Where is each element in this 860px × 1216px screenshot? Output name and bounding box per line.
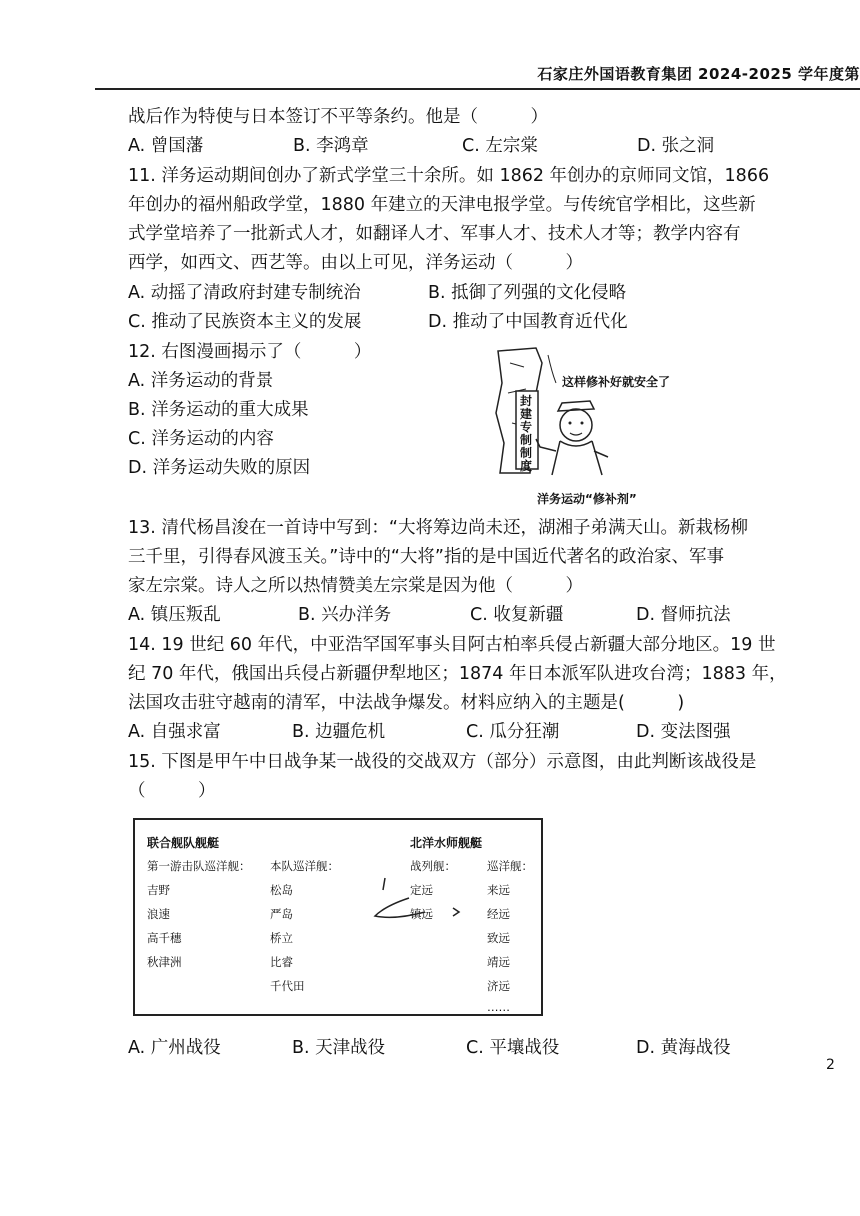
q11-option-d: D. 推动了中国教育近代化 bbox=[428, 312, 628, 332]
japan-ship: 严岛 bbox=[270, 907, 293, 921]
japan-ship: 高千穗 bbox=[147, 931, 182, 945]
q14-line-3: 法国攻击驻守越南的清军，中法战争爆发。材料应纳入的主题是( ) bbox=[128, 693, 685, 713]
japan-ship: 吉野 bbox=[147, 883, 170, 897]
q10-option-c: C. 左宗棠 bbox=[462, 136, 538, 156]
q12-option-a: A. 洋务运动的背景 bbox=[128, 371, 274, 391]
china-col1-title: 战列舰： bbox=[410, 859, 456, 873]
q15-line-1: 15. 下图是甲午中日战争某一战役的交战双方（部分）示意图，由此判断该战役是 bbox=[128, 752, 757, 772]
q15-option-d: D. 黄海战役 bbox=[636, 1038, 731, 1058]
japan-ship: 松岛 bbox=[270, 883, 293, 897]
q10-stem: 战后作为特使与日本签订不平等条约。他是（ ） bbox=[128, 107, 548, 127]
china-ship: 致远 bbox=[487, 931, 510, 945]
japan-ship: 千代田 bbox=[270, 979, 305, 993]
q11-line-4: 西学，如西文、西艺等。由以上可见，洋务运动（ ） bbox=[128, 253, 583, 273]
q13-option-d: D. 督师抗法 bbox=[636, 605, 731, 625]
q13-option-a: A. 镇压叛乱 bbox=[128, 605, 221, 625]
cartoon-caption: 洋务运动“修补剂” bbox=[537, 492, 637, 506]
q15-option-a: A. 广州战役 bbox=[128, 1038, 221, 1058]
q11-line-1: 11. 洋务运动期间创办了新式学堂三十余所。如 1862 年创办的京师同文馆，1866 bbox=[128, 166, 770, 186]
q14-option-b: B. 边疆危机 bbox=[292, 722, 386, 742]
china-ship: 济远 bbox=[487, 979, 510, 993]
q13-line-3: 家左宗棠。诗人之所以热情赞美左宗棠是因为他（ ） bbox=[128, 576, 583, 596]
cartoon-illustration bbox=[490, 343, 702, 483]
q11-line-3: 式学堂培养了一批新式人才，如翻译人才、军事人才、技术人才等；教学内容有 bbox=[128, 224, 741, 244]
q10-option-b: B. 李鸿章 bbox=[293, 136, 369, 156]
japan-fleet-title: 联合舰队舰艇 bbox=[147, 836, 220, 850]
q15-option-b: B. 天津战役 bbox=[292, 1038, 386, 1058]
q15-option-c: C. 平壤战役 bbox=[466, 1038, 560, 1058]
q12-option-c: C. 洋务运动的内容 bbox=[128, 429, 274, 449]
q13-line-2: 三千里，引得春风渡玉关。”诗中的“大将”指的是中国近代著名的政治家、军事 bbox=[128, 547, 724, 567]
q13-option-c: C. 收复新疆 bbox=[470, 605, 564, 625]
cartoon-board-text: 封建专制制度 bbox=[520, 394, 533, 473]
china-fleet-title: 北洋水师舰艇 bbox=[410, 836, 483, 850]
q14-option-d: D. 变法图强 bbox=[636, 722, 731, 742]
q12-option-b: B. 洋务运动的重大成果 bbox=[128, 400, 309, 420]
q13-option-b: B. 兴办洋务 bbox=[298, 605, 392, 625]
q11-line-2: 年创办的福州船政学堂，1880 年建立的天津电报学堂。与传统官学相比，这些新 bbox=[128, 195, 756, 215]
q13-line-1: 13. 清代杨昌浚在一首诗中写到：“大将筹边尚未还，湖湘子弟满天山。新栽杨柳 bbox=[128, 518, 748, 538]
q10-option-d: D. 张之洞 bbox=[637, 136, 715, 156]
q11-option-a: A. 动摇了清政府封建专制统治 bbox=[128, 283, 361, 303]
japan-ship: 桥立 bbox=[270, 931, 293, 945]
china-ship: 定远 bbox=[410, 883, 433, 897]
page-number: 2 bbox=[826, 1057, 835, 1073]
japan-ship: 浪速 bbox=[147, 907, 170, 921]
china-ship: 来远 bbox=[487, 883, 510, 897]
japan-ship: 秋津洲 bbox=[147, 955, 182, 969]
q11-option-c: C. 推动了民族资本主义的发展 bbox=[128, 312, 362, 332]
q11-option-b: B. 抵御了列强的文化侵略 bbox=[428, 283, 627, 303]
q10-option-a: A. 曾国藩 bbox=[128, 136, 204, 156]
q12-option-d: D. 洋务运动失败的原因 bbox=[128, 458, 311, 478]
fleet-diagram bbox=[133, 818, 543, 1016]
q12-stem: 12. 右图漫画揭示了（ ） bbox=[128, 342, 372, 362]
header-rule bbox=[95, 88, 860, 90]
japan-ship: 比睿 bbox=[270, 955, 293, 969]
japan-col1-title: 第一游击队巡洋舰： bbox=[147, 859, 251, 873]
china-ship: 靖远 bbox=[487, 955, 510, 969]
china-ship-ellipsis: …… bbox=[487, 1000, 510, 1014]
china-col2-title: 巡洋舰： bbox=[487, 859, 533, 873]
q14-line-2: 纪 70 年代，俄国出兵侵占新疆伊犁地区；1874 年日本派军队进攻台湾；1883 年， bbox=[128, 664, 787, 684]
cartoon-speech: 这样修补好就安全了 bbox=[562, 375, 671, 389]
q15-line-2: （ ） bbox=[128, 781, 216, 801]
japan-col2-title: 本队巡洋舰： bbox=[270, 859, 339, 873]
q14-option-c: C. 瓜分狂潮 bbox=[466, 722, 560, 742]
china-ship: 镇远 bbox=[410, 907, 433, 921]
china-ship: 经远 bbox=[487, 907, 510, 921]
pen-annotation-marks bbox=[365, 876, 475, 936]
q14-option-a: A. 自强求富 bbox=[128, 722, 221, 742]
exam-header-title: 石家庄外国语教育集团 2024-2025 学年度第 bbox=[537, 65, 860, 83]
q14-line-1: 14. 19 世纪 60 年代，中亚浩罕国军事头目阿古柏率兵侵占新疆大部分地区。19 世 bbox=[128, 635, 776, 655]
